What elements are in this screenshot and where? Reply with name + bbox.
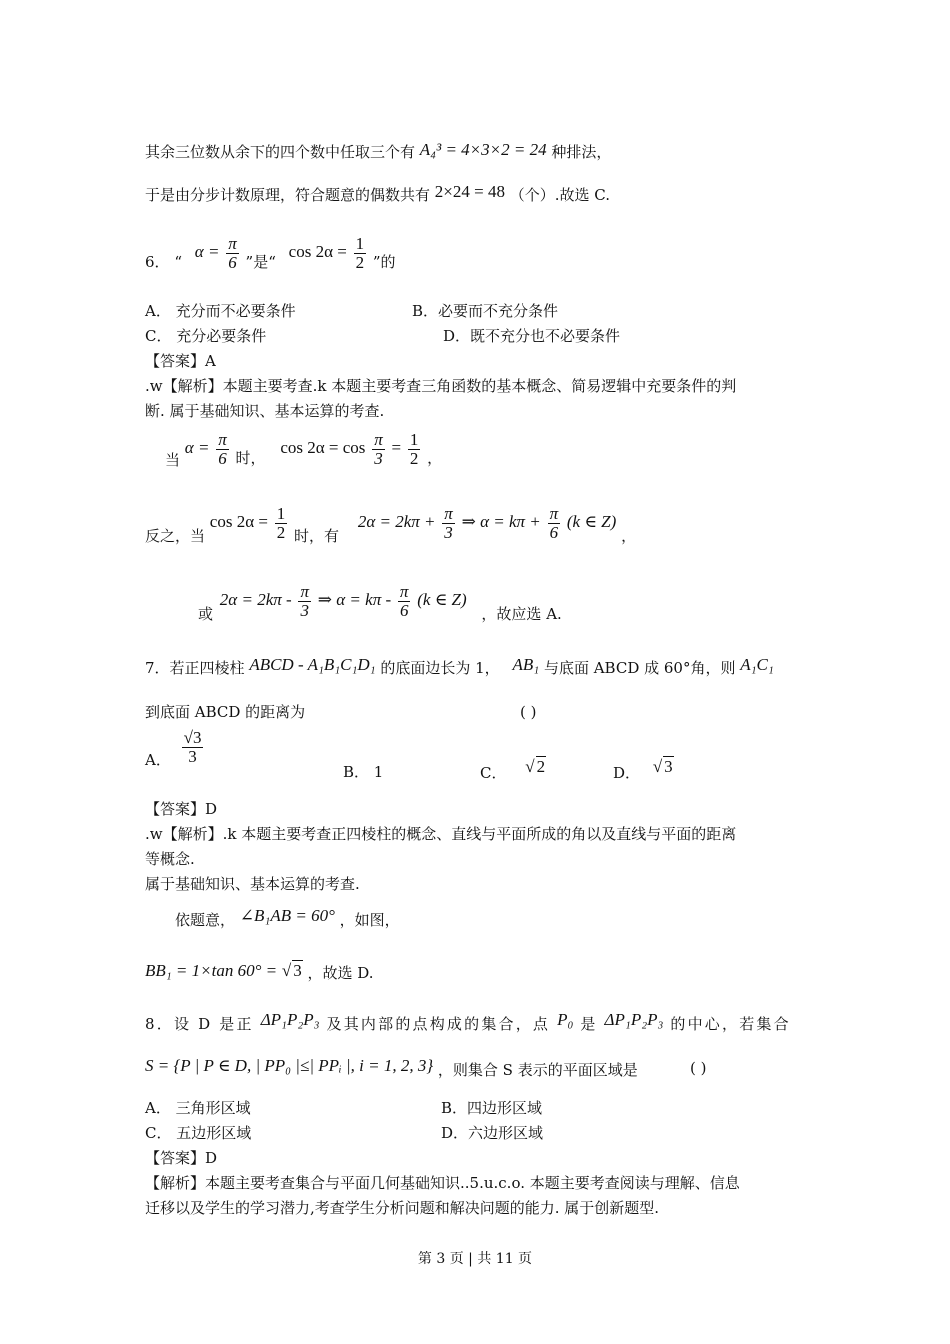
formula-triangle: ΔP₁P₂P₃ — [604, 1010, 664, 1029]
q6-option-b: B．必要而不充分条件 — [412, 302, 559, 320]
q7-analysis-1: .w【解析】.k 本题主要考查正四棱柱的概念、直线与平面所成的角以及直线与平面的距离 — [145, 825, 737, 843]
q7-option-c: C． √ 2 — [480, 757, 546, 782]
text: ，则集合 S 表示的平面区域是 — [437, 1061, 638, 1079]
formula-prism: ABCD - A₁B₁C₁D₁ — [249, 655, 376, 674]
sqrt-value: 3 — [664, 757, 673, 776]
text: “ — [174, 253, 182, 271]
formula-arrangement: A₄³ = 4×3×2 = 24 — [419, 140, 547, 159]
text: 8．设 D 是正 — [145, 1015, 254, 1033]
q8-stem-2 — [145, 1056, 638, 1080]
q7-bb1-line: BB₁ = 1×tan 60° = √ 3 ，故选 D. — [145, 961, 374, 982]
q6-analysis-2: 断. 属于基础知识、基本运算的考查. — [145, 402, 385, 420]
formula: α = — [194, 242, 220, 261]
fraction: $\frac{\pi}{6}$ — [549, 503, 559, 542]
q8-analysis-2: 迁移以及学生的学习潜力,考查学生分析问题和解决问题的能力. 属于创新题型. — [145, 1199, 660, 1217]
q8-paren: ( ) — [690, 1059, 707, 1077]
fraction: $\frac{\pi}{3}$ — [444, 503, 453, 542]
formula-triangle: ΔP₁P₂P₃ — [260, 1010, 320, 1029]
option-a-label: A． — [145, 751, 171, 769]
q8-option-b: B．四边形区域 — [441, 1099, 543, 1117]
q6-when-line — [165, 428, 442, 480]
formula: AB₁ — [512, 655, 540, 674]
text: 当 — [165, 451, 181, 469]
text: 时， — [235, 449, 266, 467]
text: 的中心，若集合 — [670, 1015, 791, 1033]
text: 到底面 ABCD 的距离为 — [145, 703, 306, 721]
fraction: $\frac{\pi}{6}$ — [399, 581, 409, 620]
formula: cos 2α = — [288, 242, 347, 261]
fraction: $\frac{\pi}{6}$ — [218, 429, 227, 468]
fraction: $\frac{1}{2}$ — [409, 429, 419, 468]
formula-center: P₀ — [557, 1010, 574, 1029]
fraction: $\frac{1}{2}$ — [276, 503, 286, 542]
text: ”是“ — [245, 253, 276, 271]
text: 是 — [580, 1015, 598, 1033]
formula: (k ∈ Z) — [566, 512, 617, 531]
fraction: $\frac{\pi}{3}$ — [300, 581, 309, 620]
q7-solve-line — [175, 906, 400, 930]
q6-option-c: C． 充分必要条件 — [145, 327, 267, 345]
q7-stem-1 — [145, 655, 774, 678]
text: ，故应选 A. — [481, 605, 562, 623]
intro-line-2 — [145, 182, 610, 205]
page-footer: 第 3 页 | 共 11 页 — [417, 1251, 533, 1267]
formula-count: 2×24 = 48 — [434, 182, 505, 201]
intro-line-1 — [145, 140, 611, 162]
question-number: 6． — [145, 253, 170, 271]
text: （个）.故选 C. — [509, 186, 611, 204]
text: 种排法， — [551, 143, 612, 161]
q8-option-d: D．六边形区域 — [441, 1124, 544, 1142]
text: 7．若正四棱柱 — [145, 659, 245, 677]
formula-set: S = {P | P ∈ D, | PP₀ |≤| PPᵢ |, i = 1, 2, 3} — [145, 1056, 434, 1075]
text: ， — [621, 527, 637, 545]
q7-stem-2 — [145, 702, 305, 722]
q6-stem — [145, 232, 396, 282]
q7-options — [145, 726, 205, 780]
formula: 2α = 2kπ - — [219, 590, 292, 609]
text: 依题意， — [175, 911, 236, 929]
formula: ⇒ α = kπ - — [317, 590, 392, 609]
text: 其余三位数从余下的四个数中任取三个有 — [145, 143, 416, 161]
text: 于是由分步计数原理，符合题意的偶数共有 — [145, 186, 431, 204]
q7-analysis-2: 等概念. — [145, 850, 195, 868]
formula: α = — [184, 438, 210, 457]
text: ”的 — [372, 253, 396, 271]
text: ， — [427, 449, 443, 467]
formula: = — [391, 438, 402, 457]
q7-option-d: D． √ 3 — [613, 757, 673, 782]
fraction: $\frac{\pi}{3}$ — [374, 429, 383, 468]
q8-stem-1 — [145, 1010, 791, 1034]
formula: A₁C₁ — [740, 655, 774, 674]
q7-answer: 【答案】D — [145, 800, 218, 818]
q6-option-d: D．既不充分也不必要条件 — [443, 327, 621, 345]
q8-option-c: C． 五边形区域 — [145, 1124, 252, 1142]
formula-angle: ∠B₁AB = 60° — [239, 906, 335, 925]
q6-converse-line — [145, 502, 636, 556]
q8-answer: 【答案】D — [145, 1149, 218, 1167]
q8-option-a: A． 三角形区域 — [145, 1099, 251, 1117]
option-a-fraction: $\frac{√3}{3}$ — [183, 727, 202, 766]
formula: 2α = 2kπ + — [357, 512, 436, 531]
q7-analysis-3: 属于基础知识、基本运算的考查. — [145, 875, 360, 893]
q6-or-line — [198, 580, 562, 634]
text: 的底面边长为 1， — [380, 659, 500, 677]
text: 反之，当 — [145, 527, 206, 545]
sqrt-value: 2 — [536, 757, 546, 776]
formula: (k ∈ Z) — [417, 590, 467, 609]
formula: cos 2α = cos — [280, 438, 366, 457]
fraction: $\frac{\pi}{6}$ — [228, 233, 237, 272]
text: 或 — [198, 605, 214, 623]
text: ，故选 D. — [307, 964, 374, 982]
text: ，如图， — [339, 911, 400, 929]
q6-option-a: A． 充分而不必要条件 — [145, 302, 296, 320]
q8-analysis-1: 【解析】本题主要考查集合与平面几何基础知识..5.u.c.o. 本题主要考查阅读与理解、信息 — [145, 1174, 740, 1192]
text: 及其内部的点构成的集合，点 — [326, 1015, 551, 1033]
q6-answer: 【答案】A — [145, 352, 216, 370]
sqrt-value: 3 — [293, 961, 302, 980]
formula: cos 2α = — [209, 512, 268, 531]
q7-option-b: B． 1 — [343, 763, 384, 781]
formula: ⇒ α = kπ + — [461, 512, 541, 531]
q7-paren: ( ) — [520, 703, 537, 721]
fraction: $\frac{1}{2}$ — [355, 233, 365, 272]
text: 时，有 — [294, 527, 340, 545]
text: 与底面 ABCD 成 60°角，则 — [543, 659, 736, 677]
formula-bb1: BB₁ = 1×tan 60° = — [145, 961, 278, 980]
q6-analysis-1: .w【解析】本题主要考查.k 本题主要考查三角函数的基本概念、简易逻辑中充要条件的判 — [145, 377, 737, 395]
